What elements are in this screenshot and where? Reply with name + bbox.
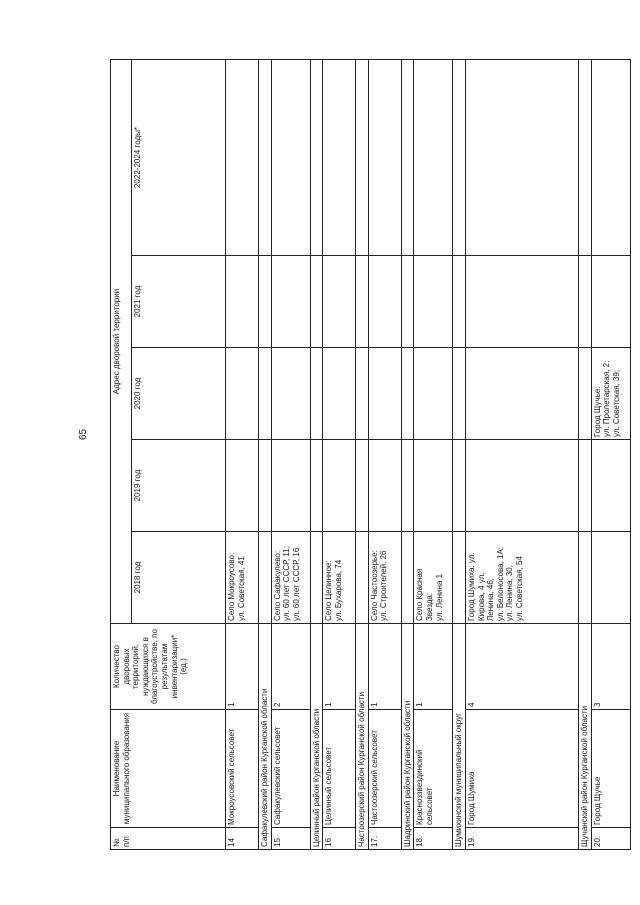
header-address: Адрес дворовой территории <box>111 59 132 623</box>
group-empty-cell <box>578 532 591 624</box>
row-2021-address <box>465 256 578 348</box>
group-empty-cell <box>578 256 591 348</box>
row-2018-address <box>323 532 356 624</box>
group-empty-cell <box>453 256 466 348</box>
address-line: ул. Бухарова, 74 <box>333 559 343 621</box>
address-line: Село Целинное: <box>324 560 334 621</box>
group-row <box>578 59 591 849</box>
row-2021-address <box>226 256 259 348</box>
address-line: Село Красная <box>415 568 425 621</box>
table-row <box>465 59 578 849</box>
group-row <box>453 59 466 849</box>
header-count: Количество дворовых территорий, нуждающихся в благоустройстве, по результатам инвентаризации* (ед.) <box>111 624 226 710</box>
group-label: Шумихинский муниципальный округ <box>453 624 466 850</box>
table-body <box>226 59 631 849</box>
group-empty-cell <box>453 59 466 255</box>
group-empty-cell <box>356 440 369 532</box>
table-row <box>591 59 630 849</box>
address-line: Кирова, 4 ул. <box>476 572 486 621</box>
group-empty-cell <box>356 256 369 348</box>
row-count: 1 <box>226 624 259 710</box>
group-empty-cell <box>401 348 414 440</box>
group-label: Сафакулевский район Курганской области <box>259 624 272 850</box>
row-name: Город Щучье <box>591 710 630 828</box>
row-2022-2024-address <box>414 59 453 255</box>
row-2020-address <box>368 348 401 440</box>
row-2018-address <box>591 532 630 624</box>
row-num: 15 <box>271 828 310 850</box>
row-2020-address <box>591 348 630 440</box>
address-line: ул. 60 лет СССР, 11; <box>282 546 292 621</box>
row-2019-address <box>465 440 578 532</box>
row-num: 19. <box>465 828 578 850</box>
header-year-2022-2024: 2022-2024 годы* <box>132 59 226 255</box>
address-line: ул. Советская, 54 <box>514 556 524 621</box>
group-empty-cell <box>310 532 323 624</box>
table-row <box>414 59 453 849</box>
table-row <box>323 59 356 849</box>
group-label: Целинный район Курганской области <box>310 624 323 850</box>
header-num-text: № п/п <box>112 836 131 847</box>
row-name: Красноззвездинский сельсовет <box>414 710 453 828</box>
row-count: 3 <box>591 624 630 710</box>
row-2020-address <box>271 348 310 440</box>
header-year-2018: 2018 год <box>132 532 226 624</box>
group-row <box>401 59 414 849</box>
group-empty-cell <box>356 59 369 255</box>
group-empty-cell <box>401 256 414 348</box>
header-year-2021: 2021 год <box>132 256 226 348</box>
address-line: Село Мокроусово: <box>227 552 236 621</box>
address-line: Город Шумиха: ул. <box>466 552 476 621</box>
group-label: Частоозерский район Курганской области <box>356 624 369 850</box>
group-row <box>356 59 369 849</box>
rotated-page <box>110 60 621 850</box>
group-empty-cell <box>401 532 414 624</box>
group-empty-cell <box>356 532 369 624</box>
group-label: Щучанский район Курганской области <box>578 624 591 850</box>
group-empty-cell <box>453 532 466 624</box>
group-empty-cell <box>453 348 466 440</box>
address-line: ул. Ленина 1 <box>434 573 444 621</box>
row-2022-2024-address <box>591 59 630 255</box>
row-num: 14 <box>226 828 259 850</box>
row-count: 4 <box>465 624 578 710</box>
group-row <box>259 59 272 849</box>
row-num: 16 <box>323 828 356 850</box>
group-row <box>310 59 323 849</box>
group-empty-cell <box>578 59 591 255</box>
row-2020-address <box>414 348 453 440</box>
page-number: 65 <box>78 428 89 440</box>
group-empty-cell <box>310 256 323 348</box>
table-row <box>226 59 259 849</box>
row-name: Целинный сельсовет <box>323 710 356 828</box>
row-count: 1 <box>414 624 453 710</box>
row-name: Сафакулевский сельсовет <box>271 710 310 828</box>
address-line: ул. Советская, 39; <box>611 369 621 437</box>
table-row <box>271 59 310 849</box>
address-line: Село Сафакулево: <box>272 550 282 621</box>
row-count: 1 <box>368 624 401 710</box>
group-empty-cell <box>310 440 323 532</box>
row-2022-2024-address <box>465 59 578 255</box>
address-line: ул. Пролетарская, 2; <box>602 360 612 437</box>
row-2018-address <box>368 532 401 624</box>
group-empty-cell <box>578 440 591 532</box>
header-year-2020: 2020 год <box>132 348 226 440</box>
group-empty-cell <box>259 440 272 532</box>
address-line: ул. 60 лет СССР, 16 <box>291 547 301 621</box>
row-num: 17. <box>368 828 401 850</box>
group-empty-cell <box>310 348 323 440</box>
group-empty-cell <box>401 440 414 532</box>
group-empty-cell <box>259 256 272 348</box>
address-line: Город Щучье: <box>592 386 602 437</box>
row-2022-2024-address <box>226 59 259 255</box>
row-2020-address <box>465 348 578 440</box>
row-2021-address <box>323 256 356 348</box>
row-2022-2024-address <box>271 59 310 255</box>
row-2021-address <box>271 256 310 348</box>
group-empty-cell <box>401 59 414 255</box>
address-line: Звезда: <box>424 592 434 621</box>
row-2018-address <box>465 532 578 624</box>
row-2021-address <box>591 256 630 348</box>
group-empty-cell <box>310 59 323 255</box>
row-2022-2024-address <box>323 59 356 255</box>
group-empty-cell <box>578 348 591 440</box>
header-name: Наименование муниципального образования <box>111 710 226 828</box>
row-name: Город Шумиха <box>465 710 578 828</box>
group-empty-cell <box>453 440 466 532</box>
address-table <box>110 59 631 850</box>
row-2019-address <box>271 440 310 532</box>
row-2019-address <box>414 440 453 532</box>
address-line: ул. Строителей, 26 <box>379 550 389 621</box>
row-2021-address <box>368 256 401 348</box>
address-line: ул. Советская, 41 <box>236 556 246 621</box>
row-2018-address <box>226 532 259 624</box>
table-row <box>368 59 401 849</box>
row-count: 2 <box>271 624 310 710</box>
row-2018-address <box>271 532 310 624</box>
header-year-2019: 2019 год <box>132 440 226 532</box>
header-num <box>111 828 226 850</box>
group-empty-cell <box>259 59 272 255</box>
row-num: 20. <box>591 828 630 850</box>
address-line: Село Частоозерье: <box>369 550 379 621</box>
row-name: Частоозерский сельсовет <box>368 710 401 828</box>
row-2020-address <box>226 348 259 440</box>
row-2019-address <box>226 440 259 532</box>
address-line: Ленина, 46; <box>486 577 496 621</box>
row-name: Мокроусовский сельсовет <box>226 710 259 828</box>
group-empty-cell <box>259 532 272 624</box>
group-empty-cell <box>356 348 369 440</box>
address-line: ул. Ленина, 30, <box>505 565 515 621</box>
row-2021-address <box>414 256 453 348</box>
row-2020-address <box>323 348 356 440</box>
row-count: 1 <box>323 624 356 710</box>
group-label: Шадринский район Курганской области <box>401 624 414 850</box>
row-2022-2024-address <box>368 59 401 255</box>
row-num: 18. <box>414 828 453 850</box>
row-2019-address <box>591 440 630 532</box>
row-2019-address <box>323 440 356 532</box>
address-line: ул. Белоносова, 1А; <box>495 546 505 621</box>
row-2018-address <box>414 532 453 624</box>
group-empty-cell <box>259 348 272 440</box>
row-2019-address <box>368 440 401 532</box>
